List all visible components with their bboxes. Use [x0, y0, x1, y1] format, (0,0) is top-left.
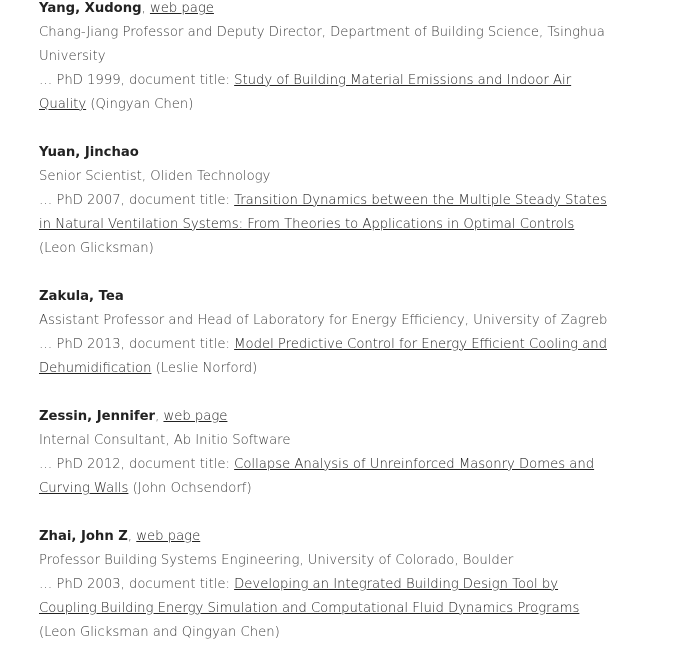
- advisor-text: (Qingyan Chen): [86, 97, 194, 112]
- degree-prefix: … PhD 2012, document title:: [39, 457, 235, 472]
- name-separator: ,: [127, 529, 137, 544]
- degree-prefix: … PhD 2007, document title:: [39, 193, 235, 208]
- degree-prefix: … PhD 2013, document title:: [39, 337, 235, 352]
- thesis-title-link[interactable]: Model Predictive Control for Energy Efficient Cooling and Dehumidification: [39, 337, 607, 376]
- web-page-link[interactable]: web page: [149, 1, 214, 16]
- degree-line: [39, 453, 609, 501]
- thesis-title-link[interactable]: Study of Building Material Emissions and Indoor Air Quality: [39, 73, 572, 112]
- position-text: Professor Building Systems Engineering, University of Colorado, Boulder: [39, 553, 514, 568]
- person-name: Zakula, Tea: [39, 289, 124, 304]
- degree-prefix: … PhD 2003, document title:: [39, 577, 235, 592]
- person-name: Yuan, Jinchao: [39, 145, 139, 160]
- name-separator: ,: [141, 1, 150, 16]
- web-page-link[interactable]: web page: [163, 409, 228, 424]
- web-page-link[interactable]: web page: [136, 529, 201, 544]
- entry-heading: [39, 0, 609, 21]
- position-text: Senior Scientist, Oliden Technology: [39, 169, 271, 184]
- entry-heading: [39, 405, 609, 429]
- thesis-title-link[interactable]: Developing an Integrated Building Design Tool by Coupling Building Energy Simulation and Computational Fluid Dynamics Programs: [39, 577, 580, 616]
- person-name: Zessin, Jennifer: [39, 409, 156, 424]
- position-text: Internal Consultant, Ab Initio Software: [39, 433, 291, 448]
- degree-line: [39, 573, 609, 645]
- advisor-text: (Leon Glicksman): [39, 241, 154, 256]
- degree-line: [39, 333, 609, 381]
- alumni-entry-zhai: [39, 525, 609, 645]
- entry-heading: [39, 525, 609, 549]
- advisor-text: (Leslie Norford): [151, 361, 258, 376]
- alumni-list: [39, 0, 609, 669]
- name-separator: ,: [155, 409, 164, 424]
- alumni-entry-yuan: [39, 141, 609, 261]
- advisor-text: (Leon Glicksman and Qingyan Chen): [39, 625, 280, 640]
- alumni-entry-yang: [39, 0, 609, 117]
- thesis-title-link[interactable]: Collapse Analysis of Unreinforced Masonry Domes and Curving Walls: [39, 457, 595, 496]
- thesis-title-link[interactable]: Transition Dynamics between the Multiple Steady States in Natural Ventilation Systems: From Theories to Applications in Optimal Controls: [39, 193, 607, 232]
- alumni-entry-zakula: [39, 285, 609, 381]
- person-name: Zhai, John Z: [39, 529, 128, 544]
- alumni-entry-zessin: [39, 405, 609, 501]
- person-name: Yang, Xudong: [39, 1, 142, 16]
- entry-heading: [39, 141, 609, 165]
- position-text: Chang-Jiang Professor and Deputy Director, Department of Building Science, Tsinghua University: [39, 25, 605, 64]
- degree-line: [39, 189, 609, 261]
- position-text: Assistant Professor and Head of Laboratory for Energy Efficiency, University of Zagreb: [39, 313, 608, 328]
- degree-prefix: … PhD 1999, document title:: [39, 73, 235, 88]
- advisor-text: (John Ochsendorf): [128, 481, 252, 496]
- degree-line: [39, 69, 609, 117]
- entry-heading: [39, 285, 609, 309]
